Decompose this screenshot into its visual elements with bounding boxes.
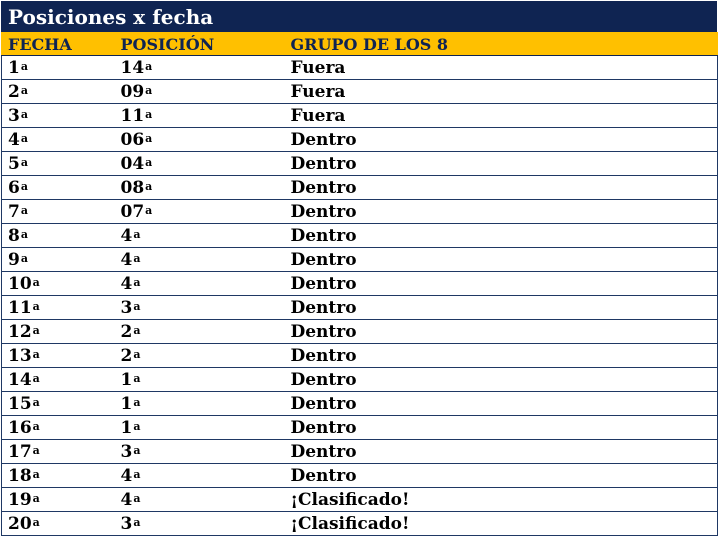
cell-fecha <box>2 152 115 176</box>
positions-table <box>1 32 718 536</box>
cell-fecha <box>2 128 115 152</box>
cell-posicion-number: 2 <box>120 321 133 342</box>
cell-posicion-number: 4 <box>120 225 133 246</box>
ordinal-suffix: a <box>20 203 28 217</box>
cell-posicion <box>115 320 285 344</box>
table-row <box>2 368 718 392</box>
table-row <box>2 200 718 224</box>
ordinal-suffix: a <box>32 419 40 433</box>
ordinal-suffix: a <box>32 395 40 409</box>
cell-grupo: Fuera <box>285 80 718 104</box>
cell-fecha <box>2 512 115 536</box>
ordinal-suffix: a <box>32 467 40 481</box>
cell-posicion <box>115 248 285 272</box>
cell-posicion <box>115 416 285 440</box>
ordinal-suffix: a <box>32 347 40 361</box>
cell-posicion-number: 3 <box>120 297 133 318</box>
cell-posicion-number: 14 <box>120 57 145 78</box>
ordinal-suffix: a <box>20 155 28 169</box>
cell-fecha-number: 10 <box>8 273 32 294</box>
ordinal-suffix: a <box>145 155 153 169</box>
cell-posicion-number: 2 <box>120 345 133 366</box>
cell-fecha-number: 12 <box>8 321 32 342</box>
ordinal-suffix: a <box>145 107 153 121</box>
cell-fecha-number: 1 <box>8 57 20 78</box>
cell-fecha-number: 13 <box>8 345 32 366</box>
cell-posicion-number: 09 <box>120 81 145 102</box>
cell-fecha <box>2 320 115 344</box>
table-row <box>2 152 718 176</box>
ordinal-suffix: a <box>133 443 141 457</box>
cell-grupo: Dentro <box>285 128 718 152</box>
cell-posicion <box>115 104 285 128</box>
ordinal-suffix: a <box>32 491 40 505</box>
cell-posicion-number: 04 <box>120 153 145 174</box>
cell-grupo: Dentro <box>285 464 718 488</box>
table-row <box>2 440 718 464</box>
cell-fecha-number: 9 <box>8 249 20 270</box>
cell-grupo: Dentro <box>285 248 718 272</box>
ordinal-suffix: a <box>20 227 28 241</box>
cell-grupo: Fuera <box>285 56 718 80</box>
cell-fecha <box>2 344 115 368</box>
cell-posicion <box>115 152 285 176</box>
cell-fecha-number: 14 <box>8 369 32 390</box>
cell-fecha-number: 16 <box>8 417 32 438</box>
cell-posicion-number: 4 <box>120 465 133 486</box>
ordinal-suffix: a <box>145 131 153 145</box>
ordinal-suffix: a <box>133 515 141 529</box>
cell-grupo: Dentro <box>285 320 718 344</box>
cell-posicion <box>115 80 285 104</box>
cell-posicion-number: 4 <box>120 249 133 270</box>
cell-posicion-number: 06 <box>120 129 145 150</box>
ordinal-suffix: a <box>133 251 141 265</box>
ordinal-suffix: a <box>145 179 153 193</box>
ordinal-suffix: a <box>145 59 153 73</box>
cell-fecha-number: 2 <box>8 81 20 102</box>
cell-grupo: Dentro <box>285 368 718 392</box>
cell-posicion <box>115 512 285 536</box>
ordinal-suffix: a <box>133 371 141 385</box>
cell-fecha-number: 4 <box>8 129 20 150</box>
cell-fecha-number: 8 <box>8 225 20 246</box>
cell-posicion <box>115 392 285 416</box>
cell-grupo: Fuera <box>285 104 718 128</box>
table-row <box>2 248 718 272</box>
table-title: Posiciones x fecha <box>1 1 717 32</box>
cell-fecha <box>2 200 115 224</box>
cell-posicion-number: 11 <box>120 105 145 126</box>
cell-grupo: Dentro <box>285 296 718 320</box>
table-row <box>2 176 718 200</box>
cell-fecha <box>2 272 115 296</box>
cell-posicion-number: 3 <box>120 441 133 462</box>
cell-grupo: ¡Clasificado! <box>285 488 718 512</box>
table-row <box>2 512 718 536</box>
cell-posicion-number: 3 <box>120 513 133 534</box>
cell-posicion <box>115 272 285 296</box>
table-row <box>2 464 718 488</box>
ordinal-suffix: a <box>32 299 40 313</box>
table-row <box>2 344 718 368</box>
cell-grupo: Dentro <box>285 344 718 368</box>
cell-grupo: Dentro <box>285 440 718 464</box>
cell-fecha <box>2 176 115 200</box>
table-row <box>2 80 718 104</box>
cell-fecha <box>2 368 115 392</box>
table-row <box>2 488 718 512</box>
cell-posicion-number: 1 <box>120 369 133 390</box>
ordinal-suffix: a <box>133 227 141 241</box>
cell-posicion-number: 1 <box>120 417 133 438</box>
cell-fecha <box>2 224 115 248</box>
cell-posicion-number: 1 <box>120 393 133 414</box>
table-row <box>2 128 718 152</box>
ordinal-suffix: a <box>133 491 141 505</box>
cell-posicion <box>115 128 285 152</box>
ordinal-suffix: a <box>32 443 40 457</box>
cell-grupo: Dentro <box>285 176 718 200</box>
cell-grupo: Dentro <box>285 392 718 416</box>
ordinal-suffix: a <box>20 131 28 145</box>
cell-fecha-number: 15 <box>8 393 32 414</box>
cell-fecha <box>2 440 115 464</box>
header-grupo: GRUPO DE LOS 8 <box>285 33 718 56</box>
ordinal-suffix: a <box>133 323 141 337</box>
cell-posicion <box>115 440 285 464</box>
ordinal-suffix: a <box>145 83 153 97</box>
cell-posicion <box>115 200 285 224</box>
header-fecha: FECHA <box>2 33 115 56</box>
ordinal-suffix: a <box>20 251 28 265</box>
positions-table-container <box>1 1 717 536</box>
cell-posicion <box>115 296 285 320</box>
ordinal-suffix: a <box>32 371 40 385</box>
cell-fecha-number: 5 <box>8 153 20 174</box>
cell-posicion <box>115 464 285 488</box>
cell-grupo: Dentro <box>285 200 718 224</box>
ordinal-suffix: a <box>133 467 141 481</box>
ordinal-suffix: a <box>133 347 141 361</box>
cell-fecha-number: 7 <box>8 201 20 222</box>
cell-fecha-number: 19 <box>8 489 32 510</box>
cell-posicion <box>115 176 285 200</box>
header-row <box>2 33 718 56</box>
table-row <box>2 320 718 344</box>
table-row <box>2 272 718 296</box>
ordinal-suffix: a <box>20 179 28 193</box>
cell-fecha-number: 18 <box>8 465 32 486</box>
cell-posicion <box>115 344 285 368</box>
cell-fecha-number: 3 <box>8 105 20 126</box>
cell-fecha <box>2 56 115 80</box>
cell-grupo: Dentro <box>285 416 718 440</box>
cell-grupo: Dentro <box>285 272 718 296</box>
table-row <box>2 224 718 248</box>
cell-fecha <box>2 488 115 512</box>
table-row <box>2 416 718 440</box>
cell-posicion <box>115 56 285 80</box>
ordinal-suffix: a <box>20 59 28 73</box>
header-posicion: POSICIÓN <box>115 33 285 56</box>
ordinal-suffix: a <box>20 107 28 121</box>
cell-posicion-number: 4 <box>120 489 133 510</box>
ordinal-suffix: a <box>145 203 153 217</box>
ordinal-suffix: a <box>133 395 141 409</box>
table-row <box>2 392 718 416</box>
table-row <box>2 296 718 320</box>
cell-grupo: Dentro <box>285 224 718 248</box>
cell-fecha <box>2 416 115 440</box>
cell-posicion <box>115 488 285 512</box>
cell-grupo: Dentro <box>285 152 718 176</box>
table-row <box>2 104 718 128</box>
cell-posicion-number: 07 <box>120 201 145 222</box>
cell-fecha <box>2 104 115 128</box>
cell-fecha <box>2 248 115 272</box>
ordinal-suffix: a <box>133 419 141 433</box>
table-row <box>2 56 718 80</box>
cell-posicion-number: 08 <box>120 177 145 198</box>
cell-posicion-number: 4 <box>120 273 133 294</box>
ordinal-suffix: a <box>32 323 40 337</box>
cell-fecha <box>2 80 115 104</box>
ordinal-suffix: a <box>32 275 40 289</box>
cell-fecha <box>2 464 115 488</box>
cell-grupo: ¡Clasificado! <box>285 512 718 536</box>
ordinal-suffix: a <box>133 299 141 313</box>
ordinal-suffix: a <box>32 515 40 529</box>
ordinal-suffix: a <box>20 83 28 97</box>
cell-posicion <box>115 368 285 392</box>
cell-fecha-number: 20 <box>8 513 32 534</box>
ordinal-suffix: a <box>133 275 141 289</box>
cell-posicion <box>115 224 285 248</box>
table-body <box>2 56 718 536</box>
cell-fecha-number: 11 <box>8 297 32 318</box>
cell-fecha <box>2 392 115 416</box>
cell-fecha-number: 6 <box>8 177 20 198</box>
table-header <box>2 33 718 56</box>
cell-fecha-number: 17 <box>8 441 32 462</box>
cell-fecha <box>2 296 115 320</box>
